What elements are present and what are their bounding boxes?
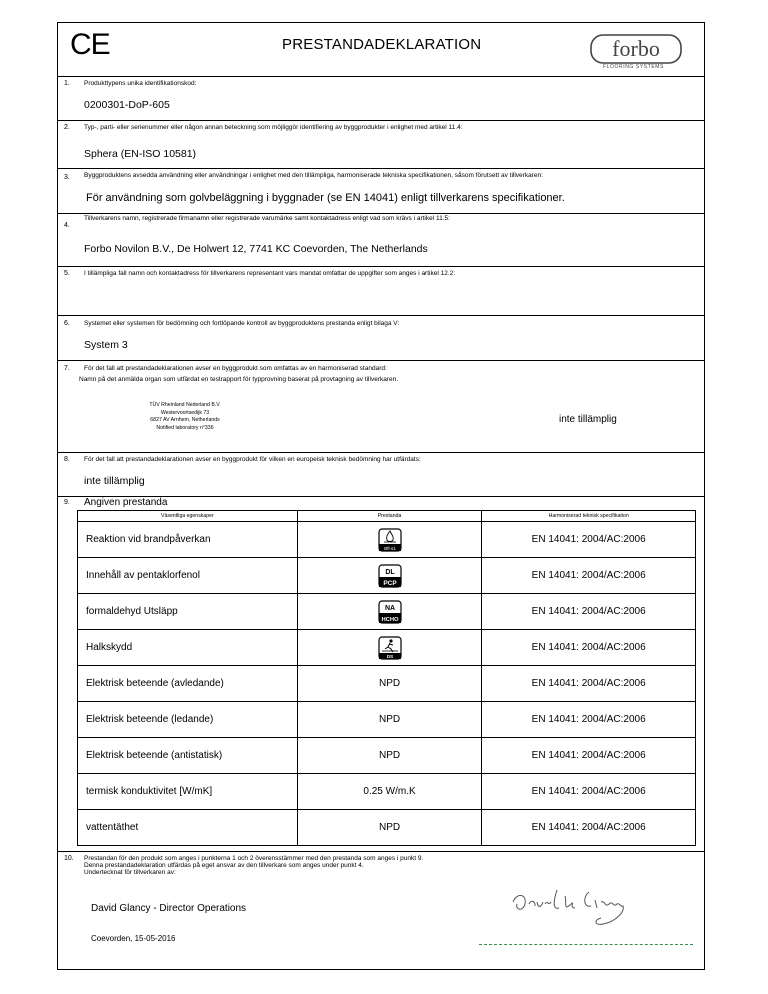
section-number: 1.	[64, 80, 70, 87]
section-label: Byggproduktens avsedda användning eller användningar i enlighet med den tillämpliga, harmoniserade tekniska specifikationen, såsom förutsett av tillverkaren:	[84, 172, 543, 179]
divider	[57, 213, 705, 214]
logo-text: forbo	[612, 36, 660, 61]
property-cell: Elektrisk beteende (antistatisk)	[78, 738, 298, 774]
svg-text:DL: DL	[384, 568, 395, 576]
section-label: Tillverkarens namn, registrerade firmanamn eller registrerade varumärke samt kontaktadress enligt vad som krävs i artikel 11.5:	[84, 215, 450, 222]
icon-label: DS	[386, 653, 393, 659]
section-number: 4.	[64, 222, 70, 229]
divider	[57, 360, 705, 361]
declaration-text: Denna prestandadeklaration utfärdas på eget ansvar av den tillverkare som anges under punkt 4.	[84, 862, 364, 869]
property-cell: formaldehyd Utsläpp	[78, 594, 298, 630]
page-title: PRESTANDADEKLARATION	[282, 36, 482, 53]
table-row	[78, 594, 696, 630]
property-cell: Halkskydd	[78, 630, 298, 666]
section-number: 2.	[64, 124, 70, 131]
table-row	[78, 738, 696, 774]
manufacturer-address: Forbo Novilon B.V., De Holwert 12, 7741 KC Coevorden, The Netherlands	[84, 243, 428, 255]
signature-image	[505, 882, 655, 937]
spec-cell: EN 14041: 2004/AC:2006	[482, 558, 696, 594]
spec-cell: EN 14041: 2004/AC:2006	[482, 738, 696, 774]
section-label: Systemet eller systemen för bedömning och fortlöpande kontroll av byggproduktens prestanda enligt bilaga V:	[84, 320, 400, 327]
divider	[57, 315, 705, 316]
section-number: 8.	[64, 456, 70, 463]
spec-cell: EN 14041: 2004/AC:2006	[482, 594, 696, 630]
section-number: 10.	[64, 855, 74, 862]
table-row	[78, 558, 696, 594]
section-label: För det fall att prestandadeklarationen avser en byggprodukt för vilken en europeisk teknisk bedömning har utfärdats:	[84, 456, 421, 463]
product-id-code: 0200301-DoP-605	[84, 99, 170, 111]
property-cell: vattentäthet	[78, 810, 298, 846]
property-cell: termisk konduktivitet [W/mK]	[78, 774, 298, 810]
ce-mark: CE	[70, 28, 110, 61]
column-header: Väsentliga egenskaper	[78, 511, 298, 522]
table-row	[78, 702, 696, 738]
divider	[57, 266, 705, 267]
section-label: För det fall att prestandadeklarationen avser en byggprodukt som omfattas av en harmoniserad standard:	[84, 365, 387, 372]
divider	[57, 851, 705, 852]
section-heading: Angiven prestanda	[84, 497, 168, 508]
table-row	[78, 630, 696, 666]
property-cell: Elektrisk beteende (avledande)	[78, 666, 298, 702]
fire-reaction-icon	[378, 528, 402, 552]
section-number: 6.	[64, 320, 70, 327]
section-label: I tillämpliga fall namn och kontaktadress för tillverkarens representant vars mandat omfattar de uppgifter som anges i artikel 12.2:	[84, 270, 456, 277]
not-applicable-value: inte tillämplig	[559, 414, 617, 425]
table-row	[78, 810, 696, 846]
na-hcho-icon	[378, 600, 402, 624]
spec-cell: EN 14041: 2004/AC:2006	[482, 810, 696, 846]
section-label: Typ-, parti- eller serienummer eller någon annan beteckning som möjliggör identifiering av byggprodukter i enlighet med artikel 11.4:	[84, 124, 463, 131]
performance-cell	[297, 630, 482, 666]
slip-resistance-icon	[378, 636, 402, 660]
table-row	[78, 522, 696, 558]
performance-cell: NPD	[297, 810, 482, 846]
svg-text:NA: NA	[384, 604, 395, 612]
performance-cell: NPD	[297, 666, 482, 702]
intended-use: För användning som golvbeläggning i byggnader (se EN 14041) enligt tillverkarens specifikationer.	[86, 192, 565, 204]
signer-name: David Glancy - Director Operations	[91, 903, 247, 914]
logo-subtitle: FLOORING SYSTEMS	[603, 64, 664, 70]
property-cell: Innehåll av pentaklorfenol	[78, 558, 298, 594]
performance-cell	[297, 522, 482, 558]
svg-text:PCP: PCP	[382, 579, 397, 587]
performance-cell	[297, 558, 482, 594]
table-header-row	[78, 511, 696, 522]
performance-cell: NPD	[297, 738, 482, 774]
icon-label: Bfl-s1	[383, 545, 396, 551]
assessment-system: System 3	[84, 339, 128, 351]
section-number: 7.	[64, 365, 70, 372]
section-number: 5.	[64, 270, 70, 277]
divider	[57, 452, 705, 453]
performance-cell	[297, 594, 482, 630]
spec-cell: EN 14041: 2004/AC:2006	[482, 522, 696, 558]
spec-cell: EN 14041: 2004/AC:2006	[482, 702, 696, 738]
place-date: Coevorden, 15-05-2016	[91, 934, 176, 943]
spec-cell: EN 14041: 2004/AC:2006	[482, 774, 696, 810]
column-header: Prestanda	[297, 511, 482, 522]
declaration-text: Undertecknat för tillverkaren av:	[84, 869, 176, 876]
spec-cell: EN 14041: 2004/AC:2006	[482, 630, 696, 666]
section-label: Namn på det anmälda organ som utfärdat en testrapport för typprovning baserat på provtagning av tillverkaren.	[79, 376, 399, 383]
section-number: 3.	[64, 174, 70, 181]
declaration-text: Prestandan för den produkt som anges i punkterna 1 och 2 överensstämmer med den prestanda som anges i punkt 9.	[84, 855, 424, 862]
section-label: Produkttypens unika identifikationskod:	[84, 80, 197, 87]
section-number: 9.	[64, 499, 70, 506]
divider	[57, 168, 705, 169]
notified-lab-address: TÜV Rheinland Nederland B.V. Westervoortsedijk 73 6827 AV Arnhem, Netherlands Notified laboratory n°336	[149, 402, 221, 431]
performance-table	[77, 510, 696, 846]
dl-pcp-icon	[378, 564, 402, 588]
signature-line	[479, 944, 693, 945]
property-cell: Elektrisk beteende (ledande)	[78, 702, 298, 738]
performance-cell: 0.25 W/m.K	[297, 774, 482, 810]
not-applicable-value: inte tillämplig	[84, 475, 145, 487]
performance-cell: NPD	[297, 702, 482, 738]
property-cell: Reaktion vid brandpåverkan	[78, 522, 298, 558]
table-row	[78, 666, 696, 702]
svg-text:HCHO: HCHO	[380, 616, 399, 623]
product-type: Sphera (EN-ISO 10581)	[84, 148, 197, 160]
table-row	[78, 774, 696, 810]
spec-cell: EN 14041: 2004/AC:2006	[482, 666, 696, 702]
divider	[57, 76, 705, 77]
divider	[57, 120, 705, 121]
column-header: Harmoniserad teknisk specifikation	[482, 511, 696, 522]
